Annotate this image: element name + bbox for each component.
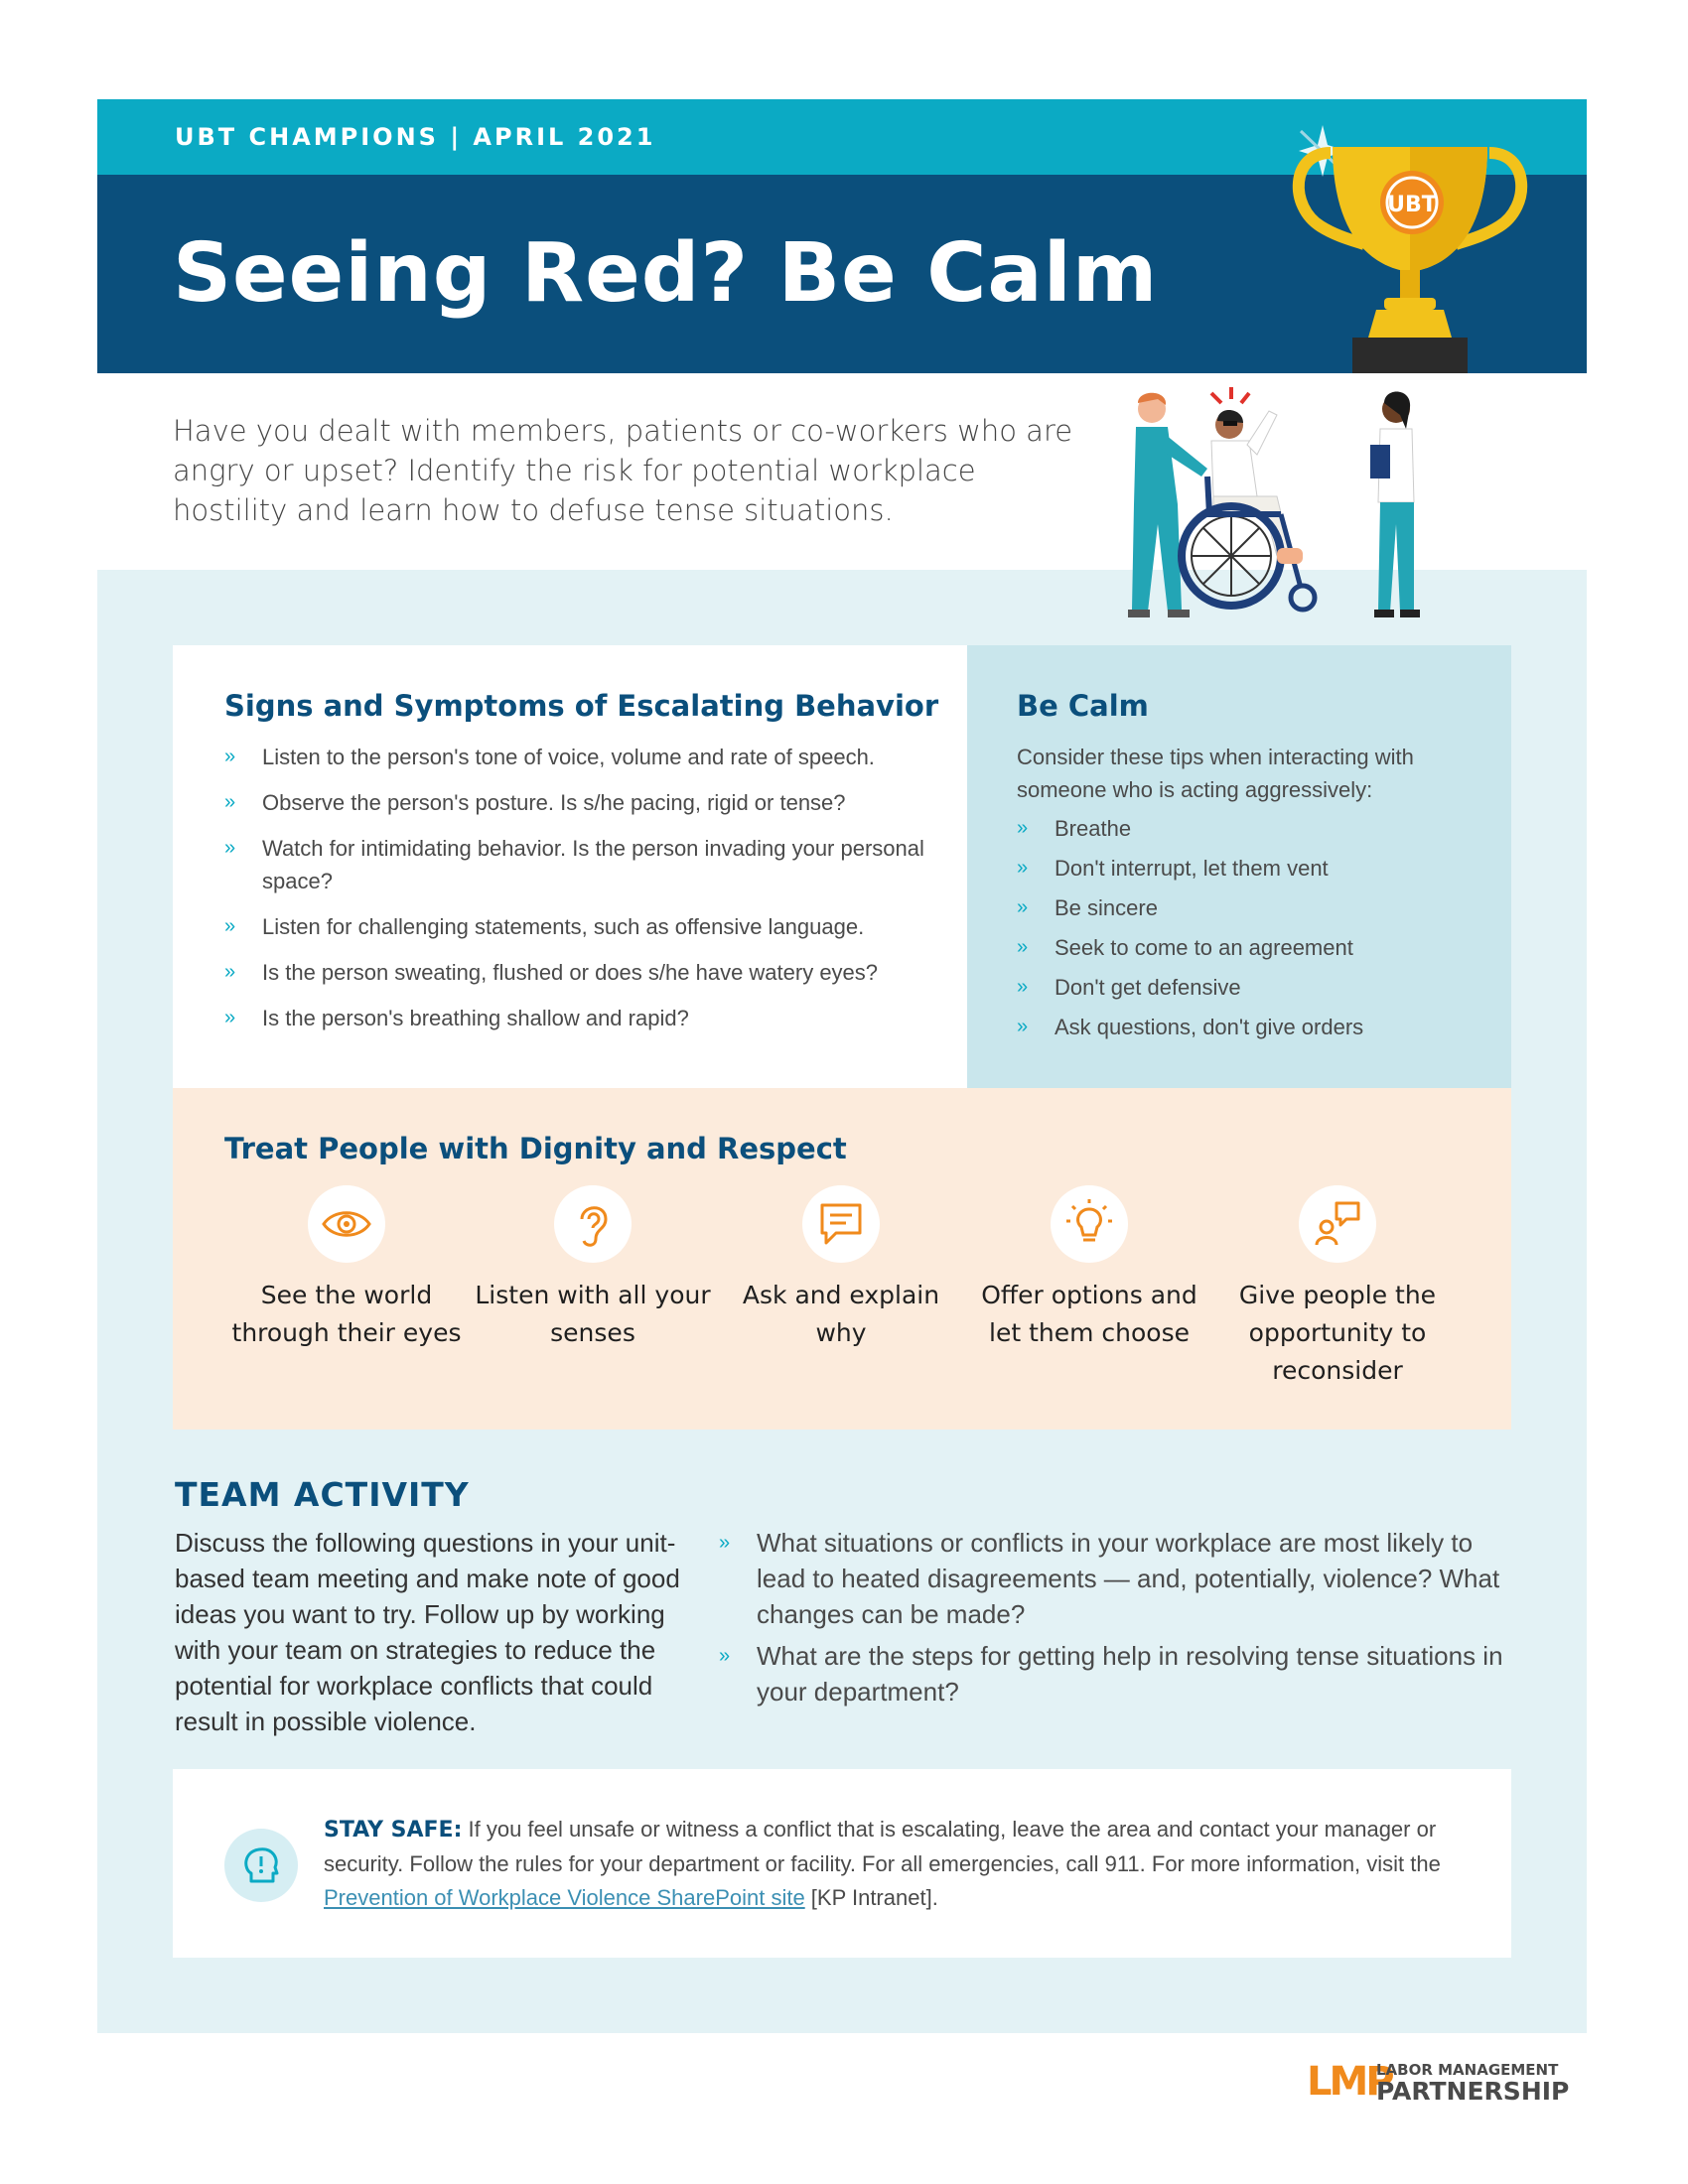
ear-icon: [554, 1185, 632, 1263]
stay-safe-suffix: [KP Intranet].: [804, 1885, 938, 1910]
list-item: [1017, 891, 1483, 924]
list-item-text: Observe the person's posture. Is s/he pacing, rigid or tense?: [262, 790, 846, 815]
be-calm-section: [967, 645, 1511, 1088]
lmp-logo-line1: LABOR MANAGEMENT: [1376, 2061, 1559, 2079]
stay-safe-text: [324, 1813, 1466, 1915]
bullet-icon: »: [1017, 896, 1029, 918]
bullet-icon: »: [224, 915, 236, 937]
stay-safe-body: If you feel unsafe or witness a conflict that is escalating, leave the area and contact your manager or security. Follow the rules for your department or facility. For all emergencies, call 911. For more information, visit the: [324, 1817, 1441, 1876]
list-item: [224, 956, 939, 989]
list-item: [1017, 812, 1483, 845]
dignity-item: [222, 1185, 471, 1352]
list-item-text: Listen for challenging statements, such as offensive language.: [262, 914, 865, 939]
list-item: [1017, 971, 1483, 1004]
dignity-item-label: Ask and explain why: [742, 1281, 940, 1347]
lmp-logo-mark: LMP: [1307, 2059, 1392, 2105]
list-item: [224, 910, 939, 943]
list-item: [719, 1525, 1503, 1632]
dignity-item-label: Give people the opportunity to reconsider: [1238, 1281, 1437, 1385]
list-item-text: Breathe: [1055, 816, 1132, 841]
lmp-logo: [1307, 2057, 1587, 2107]
list-item-text: Ask questions, don't give orders: [1055, 1015, 1364, 1039]
list-item: [1017, 852, 1483, 885]
eye-icon: [308, 1185, 385, 1263]
list-item: [224, 741, 939, 773]
team-questions-list: [719, 1525, 1503, 1715]
dignity-heading: Treat People with Dignity and Respect: [224, 1132, 847, 1165]
dignity-item: [1213, 1185, 1462, 1390]
list-item-text: Watch for intimidating behavior. Is the person invading your personal space?: [262, 836, 924, 893]
list-item-text: Is the person's breathing shallow and rapid?: [262, 1006, 689, 1030]
speech-bubble-icon: [802, 1185, 880, 1263]
dignity-item: [469, 1185, 717, 1352]
bullet-icon: »: [1017, 817, 1029, 839]
be-calm-heading: Be Calm: [1017, 689, 1149, 723]
list-item-text: Seek to come to an agreement: [1055, 935, 1353, 960]
signs-list: [224, 741, 939, 1047]
list-item-text: What are the steps for getting help in resolving tense situations in your department?: [757, 1641, 1503, 1706]
trophy-badge-text: UBT: [1387, 193, 1437, 217]
list-item-text: Be sincere: [1055, 895, 1158, 920]
list-item: [1017, 931, 1483, 964]
be-calm-list: [1017, 812, 1483, 1050]
lightbulb-icon: [1051, 1185, 1128, 1263]
signs-heading: Signs and Symptoms of Escalating Behavior: [224, 689, 939, 723]
dignity-item: [717, 1185, 965, 1352]
bullet-icon: »: [1017, 1016, 1029, 1037]
dignity-item: [965, 1185, 1213, 1352]
list-item-text: Listen to the person's tone of voice, volume and rate of speech.: [262, 745, 875, 769]
stay-safe-box: [173, 1769, 1511, 1958]
alert-head-icon: [224, 1829, 298, 1902]
bullet-icon: »: [224, 961, 236, 983]
list-item: [224, 832, 939, 897]
page-title: Seeing Red? Be Calm: [173, 226, 1159, 321]
bullet-icon: »: [719, 1645, 731, 1667]
bullet-icon: »: [224, 1007, 236, 1028]
dignity-section: [173, 1088, 1511, 1430]
dignity-item-label: Offer options and let them choose: [981, 1281, 1197, 1347]
bullet-icon: »: [224, 746, 236, 767]
bullet-icon: »: [1017, 976, 1029, 998]
sharepoint-link[interactable]: Prevention of Workplace Violence SharePoint site: [324, 1885, 805, 1910]
stay-safe-label: STAY SAFE:: [324, 1818, 463, 1843]
healthcare-workers-illustration: [1082, 385, 1440, 653]
list-item: [224, 786, 939, 819]
intro-paragraph: Have you dealt with members, patients or co-workers who are angry or upset? Identify the risk for potential workplace hostility and learn how to defuse tense situations.: [173, 414, 1073, 527]
signs-section: [173, 645, 967, 1088]
team-activity-heading: TEAM ACTIVITY: [175, 1475, 470, 1514]
bullet-icon: »: [224, 791, 236, 813]
list-item: [224, 1002, 939, 1034]
dignity-item-label: See the world through their eyes: [231, 1281, 462, 1347]
bullet-icon: »: [719, 1532, 731, 1554]
conversation-icon: [1299, 1185, 1376, 1263]
list-item-text: Don't interrupt, let them vent: [1055, 856, 1329, 881]
bullet-icon: »: [1017, 936, 1029, 958]
list-item-text: Don't get defensive: [1055, 975, 1241, 1000]
bullet-icon: »: [1017, 857, 1029, 879]
list-item-text: Is the person sweating, flushed or does s/he have watery eyes?: [262, 960, 879, 985]
lmp-logo-line2: PARTNERSHIP: [1376, 2077, 1570, 2106]
list-item: [719, 1638, 1503, 1709]
issue-kicker: UBT CHAMPIONS | APRIL 2021: [175, 123, 656, 151]
be-calm-lead: Consider these tips when interacting with someone who is acting aggressively:: [1017, 745, 1414, 802]
list-item-text: What situations or conflicts in your workplace are most likely to lead to heated disagreements — and, potentially, violence? What changes can be made?: [757, 1528, 1500, 1629]
trophy-icon: [1281, 117, 1539, 373]
dignity-item-label: Listen with all your senses: [475, 1281, 711, 1347]
dignity-items: [173, 1185, 1511, 1414]
list-item: [1017, 1011, 1483, 1043]
team-activity-intro: Discuss the following questions in your unit-based team meeting and make note of good ideas you want to try. Follow up by working with your team on strategies to reduce the potential for workplace conflicts that could result in possible violence.: [175, 1528, 680, 1736]
bullet-icon: »: [224, 837, 236, 859]
